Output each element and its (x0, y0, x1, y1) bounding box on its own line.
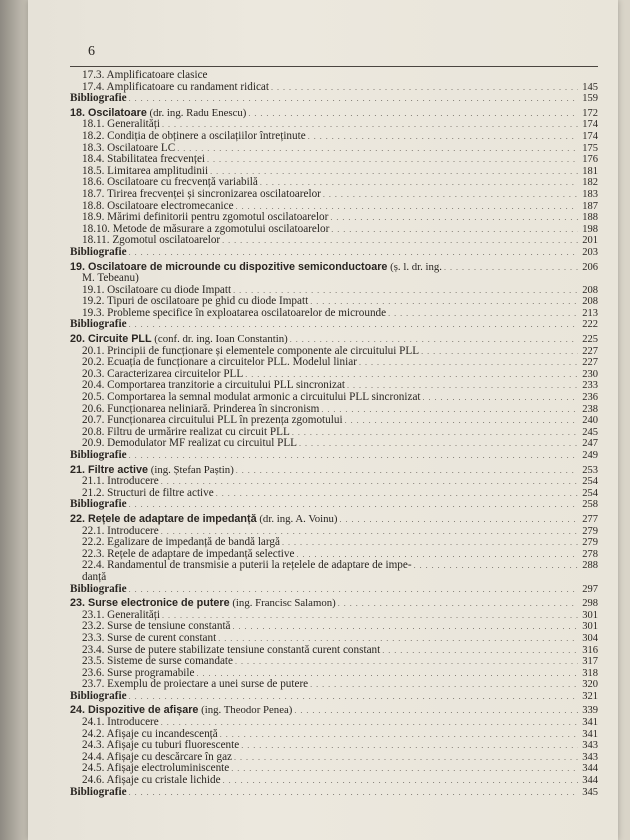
toc-entry-text: 18.7. Tirirea frecvenței și sincronizarea oscilatoarelor (82, 187, 321, 200)
toc-entry-title (82, 427, 290, 438)
toc-page-number: 172 (582, 107, 598, 119)
toc-bibliography-row (70, 450, 598, 462)
toc-entry-text: Bibliografie (70, 318, 127, 331)
toc-page-number: 174 (582, 119, 598, 131)
dot-leader (129, 320, 578, 331)
dot-leader (129, 788, 578, 799)
dot-leader (235, 657, 578, 668)
dot-leader (359, 358, 578, 369)
toc-bibliography-row (70, 787, 598, 799)
toc-entry-text: 20.9. Demodulator MF realizat cu circuitul PLL (82, 437, 297, 450)
toc-entry-title (82, 177, 258, 188)
toc-page-number: 188 (582, 212, 598, 224)
dot-leader (210, 167, 578, 178)
toc-page-number: 278 (582, 548, 598, 560)
toc-entry-text: 18.3. Oscilatoare LC (82, 141, 176, 154)
toc-entry-text: 21.1. Introducere (82, 475, 159, 488)
toc-entry-row (70, 438, 598, 450)
toc-entry-title (70, 465, 234, 476)
toc-page-number: 176 (582, 154, 598, 166)
toc-entry-title (82, 610, 160, 621)
toc-chapter-row (70, 262, 598, 274)
toc-entry-title (82, 189, 321, 200)
dot-leader (330, 213, 578, 224)
toc-entry-title (70, 598, 336, 609)
dot-leader (414, 561, 578, 572)
toc-entry-title (82, 131, 306, 142)
toc-entry-text: 19.1. Oscilatoare cu diode Impatt (82, 283, 232, 296)
toc-entry-text: 22.1. Introducere (82, 524, 159, 537)
toc-page-number: 298 (582, 598, 598, 610)
toc-entry-title (82, 717, 159, 728)
toc-entry-text: 23.5. Sisteme de surse comandate (82, 655, 233, 668)
toc-page-number: 320 (582, 679, 598, 691)
toc-entry-text: 19.3. Probleme specifice în exploatarea oscilatoarelor de microunde (82, 306, 387, 319)
toc-page-number: 254 (582, 487, 598, 499)
dot-leader (340, 515, 578, 526)
toc-page-number: 213 (582, 307, 598, 319)
toc-entry-text: 24.4. Afișaje cu descărcare în gaz (82, 750, 233, 763)
toc-page-number: 233 (582, 380, 598, 392)
table-of-contents (70, 70, 598, 798)
toc-entry-text: 20.5. Comportarea la semnal modulat armonic a circuitului PLL sincronizat (82, 391, 421, 404)
toc-page-number: 318 (582, 667, 598, 679)
toc-entry-title (82, 143, 175, 154)
toc-entry-title (82, 224, 329, 235)
toc-entry-title (82, 369, 243, 380)
toc-entry-text: 20. Circuite PLL (70, 333, 152, 346)
toc-page-number: 203 (582, 246, 598, 258)
toc-entry-title (82, 752, 232, 763)
toc-page-number: 343 (582, 751, 598, 763)
dot-leader (338, 599, 578, 610)
toc-page-number: 201 (582, 235, 598, 247)
toc-entry-author: (ing. Ștefan Paștin) (148, 463, 234, 476)
toc-entry-text: Bibliografie (70, 92, 127, 105)
toc-entry-title (82, 488, 214, 499)
toc-entry-text: 20.6. Funcționarea neliniară. Prinderea în sincronism (82, 402, 320, 415)
toc-entry-title (82, 656, 233, 667)
toc-page-number: 183 (582, 188, 598, 200)
dot-leader (423, 393, 578, 404)
toc-entry-text: 24.1. Introducere (82, 716, 159, 729)
dot-leader (129, 248, 578, 259)
toc-page-number: 236 (582, 392, 598, 404)
toc-entry-title (70, 584, 127, 595)
dot-leader (129, 94, 578, 105)
toc-page-number: 279 (582, 537, 598, 549)
toc-entry-title (70, 499, 127, 510)
toc-entry-title (82, 212, 328, 223)
toc-entry-text: 23.2. Surse de tensiune constantă (82, 620, 231, 633)
toc-entry-title (70, 108, 246, 119)
toc-entry-text: 24.6. Afișaje cu cristale lichide (82, 774, 221, 787)
toc-entry-title (82, 549, 294, 560)
dot-leader (220, 730, 578, 741)
toc-entry-title (82, 729, 218, 740)
toc-entry-text: 20.1. Principii de funcționare și elementele componente ale circuitului PLL (82, 344, 420, 357)
toc-page-number: 301 (582, 609, 598, 621)
toc-entry-title (82, 404, 319, 415)
toc-entry-text: 23. Surse electronice de putere (70, 597, 230, 610)
toc-entry-text: M. Tebeanu) (82, 272, 139, 285)
header-rule (70, 66, 598, 67)
toc-page-number: 206 (582, 261, 598, 273)
toc-page-number: 254 (582, 476, 598, 488)
toc-entry-title (82, 296, 308, 307)
toc-entry-text: 18.6. Oscilatoare cu frecvență variabilă (82, 176, 258, 189)
toc-page-number: 344 (582, 775, 598, 787)
dot-leader (129, 692, 578, 703)
toc-entry-title (82, 201, 234, 212)
toc-page-number: 208 (582, 284, 598, 296)
page-number: 6 (88, 44, 95, 59)
toc-entry-text: 23.7. Exemplu de proiectare a unei surse de putere (82, 678, 309, 691)
toc-bibliography-row (70, 319, 598, 331)
dot-leader (299, 439, 578, 450)
toc-entry-author: (ing. Theodor Penea) (198, 704, 293, 717)
dot-leader (292, 428, 578, 439)
toc-page-number: 344 (582, 763, 598, 775)
toc-entry-text: 21. Filtre active (70, 463, 149, 476)
toc-page-number: 238 (582, 403, 598, 415)
toc-entry-text: 23.4. Surse de putere stabilizate tensiune constantă curent constant (82, 643, 381, 656)
toc-entry-title (82, 679, 308, 690)
dot-leader (129, 451, 578, 462)
toc-entry-author: (ș. l. dr. ing. (387, 260, 443, 273)
toc-entry-title (82, 560, 412, 571)
toc-entry-author: (conf. dr. ing. Ioan Constantin) (151, 333, 288, 346)
dot-leader (331, 225, 578, 236)
toc-page-number: 181 (582, 165, 598, 177)
toc-page-number: 222 (582, 319, 598, 331)
toc-page-number: 249 (582, 450, 598, 461)
toc-entry-text: 22.4. Randamentul de transmisie a puterii la rețelele de adaptare de impe- (82, 559, 412, 572)
toc-page-number: 182 (582, 177, 598, 189)
toc-page-number: 279 (582, 525, 598, 537)
toc-entry-row (70, 775, 598, 787)
dot-leader (236, 466, 578, 477)
toc-entry-row (70, 235, 598, 247)
toc-entry-title (82, 82, 269, 93)
toc-entry-text: 24. Dispozitive de afișare (70, 704, 199, 717)
toc-page-number: 245 (582, 426, 598, 438)
toc-entry-title (70, 262, 442, 273)
toc-entry-title (70, 334, 288, 345)
toc-entry-row (70, 560, 598, 572)
toc-entry-text: 22.3. Rețele de adaptare de impedanță selective (82, 547, 295, 560)
dot-leader (223, 776, 578, 787)
toc-page-number: 288 (582, 560, 598, 572)
dot-leader (421, 347, 578, 358)
toc-entry-text: 18.11. Zgomotul oscilatoarelor (82, 234, 221, 247)
toc-entry-text: 20.2. Ecuația de funcționare a circuitelor PLL. Modelul liniar (82, 356, 357, 369)
dot-leader (231, 764, 578, 775)
dot-leader (282, 538, 578, 549)
dot-leader (129, 500, 578, 511)
toc-entry-text: Bibliografie (70, 498, 127, 511)
toc-entry-title (82, 572, 106, 583)
dot-leader (241, 741, 578, 752)
toc-entry-text: 17.4. Amplificatoare cu randament ridicat (82, 80, 270, 93)
toc-bibliography-row (70, 691, 598, 703)
toc-page-number: 321 (582, 690, 598, 702)
dot-leader (388, 309, 578, 320)
toc-entry-text: 24.3. Afișaje cu tuburi fluorescente (82, 739, 240, 752)
toc-entry-text: 23.3. Surse de curent constant (82, 631, 217, 644)
toc-entry-text: 19. Oscilatoare de microunde cu dispozitive semiconductoare (70, 260, 388, 273)
toc-page-number: 304 (582, 632, 598, 644)
toc-page-number: 145 (582, 81, 598, 93)
toc-entry-title (82, 273, 139, 284)
toc-page-number: 316 (582, 644, 598, 656)
toc-entry-text: 20.7. Funcționarea circuitului PLL în prezența zgomotului (82, 414, 343, 427)
dot-leader (382, 646, 578, 657)
toc-entry-title (82, 763, 229, 774)
toc-entry-text: 18.10. Metode de măsurare a zgomotului oscilatoarelor (82, 222, 330, 235)
toc-entry-title (82, 668, 194, 679)
toc-page-number: 187 (582, 200, 598, 212)
toc-entry-text: 18.4. Stabilitatea frecvenței (82, 153, 206, 166)
toc-entry-text: 22.2. Egalizare de impedanță de bandă largă (82, 536, 280, 549)
toc-page-number: 343 (582, 740, 598, 752)
toc-bibliography-row (70, 247, 598, 259)
dot-leader (233, 622, 578, 633)
toc-page-number: 341 (582, 728, 598, 740)
dot-leader (129, 585, 578, 596)
toc-entry-text: danță (82, 570, 107, 583)
toc-page-number: 159 (582, 93, 598, 105)
toc-entry-text: 20.8. Filtru de urmărire realizat cu circuit PLL (82, 425, 290, 438)
toc-entry-title (82, 633, 216, 644)
toc-entry-author: (dr. ing. A. Voinu) (256, 512, 338, 525)
toc-page-number: 208 (582, 296, 598, 308)
dot-leader (444, 263, 578, 274)
toc-entry-text: 20.3. Caracterizarea circuitelor PLL (82, 367, 244, 380)
toc-page-number: 225 (582, 334, 598, 346)
dot-leader (310, 680, 578, 691)
toc-page-number: 175 (582, 142, 598, 154)
toc-entry-title (82, 476, 159, 487)
toc-entry-title (82, 438, 297, 449)
dot-leader (294, 706, 578, 717)
toc-entry-row (70, 82, 598, 94)
dot-leader (161, 718, 578, 729)
toc-page-number: 230 (582, 368, 598, 380)
toc-entry-title (70, 93, 127, 104)
toc-bibliography-row (70, 499, 598, 511)
toc-entry-text: 18.8. Oscilatoare electromecanice (82, 199, 234, 212)
toc-entry-row (70, 488, 598, 500)
toc-entry-title (82, 740, 239, 751)
toc-entry-title (82, 357, 357, 368)
toc-page-number: 174 (582, 130, 598, 142)
toc-entry-title (82, 621, 231, 632)
toc-entry-title (82, 392, 421, 403)
dot-leader (222, 236, 578, 247)
toc-entry-text: 18.2. Condiția de obținere a oscilațiilor întreținute (82, 129, 306, 142)
toc-entry-text: Bibliografie (70, 785, 127, 798)
toc-entry-title (82, 346, 419, 357)
toc-entry-title (70, 319, 127, 330)
toc-entry-text: 24.5. Afișaje electroluminiscente (82, 762, 230, 775)
dot-leader (271, 83, 578, 94)
dot-leader (207, 155, 578, 166)
toc-entry-text: Bibliografie (70, 689, 127, 702)
toc-page-number: 258 (582, 499, 598, 511)
dot-leader (234, 753, 578, 764)
toc-page-number: 297 (582, 583, 598, 595)
dot-leader (248, 109, 578, 120)
toc-page-number: 198 (582, 223, 598, 235)
toc-entry-text: 17.3. Amplificatoare clasice (82, 69, 208, 81)
toc-entry-text: Bibliografie (70, 582, 127, 595)
toc-entry-author: (dr. ing. Radu Enescu) (146, 106, 247, 119)
toc-entry-text: 18.1. Generalități (82, 118, 160, 131)
toc-entry-text: 22. Rețele de adaptare de impedanță (70, 512, 257, 525)
dot-leader (161, 477, 578, 488)
toc-entry-text: Bibliografie (70, 245, 127, 258)
toc-entry-text: 23.6. Surse programabile (82, 666, 195, 679)
toc-entry-text: 24.2. Afișaje cu incandescență (82, 727, 218, 740)
toc-entry-text: 18. Oscilatoare (70, 106, 147, 119)
toc-page-number: 339 (582, 705, 598, 717)
toc-entry-title (82, 119, 160, 130)
toc-page-number: 240 (582, 415, 598, 427)
toc-entry-title (70, 247, 127, 258)
dot-leader (345, 416, 578, 427)
toc-entry-text: 18.5. Limitarea amplitudinii (82, 164, 209, 177)
toc-entry-row (70, 308, 598, 320)
book-spine-shadow (0, 0, 28, 840)
toc-page-number: 301 (582, 621, 598, 633)
toc-entry-title (82, 380, 345, 391)
toc-entry-title (82, 285, 231, 296)
toc-entry-title (82, 154, 205, 165)
toc-entry-text: 19.2. Tipuri de oscilatoare pe ghid cu diode Impatt (82, 295, 309, 308)
toc-entry-title (82, 166, 208, 177)
toc-entry-row (70, 572, 598, 584)
dot-leader (216, 489, 578, 500)
dot-leader (323, 190, 578, 201)
toc-entry-title (70, 450, 127, 461)
toc-page-number: 247 (582, 438, 598, 450)
toc-entry-text: Bibliografie (70, 449, 127, 461)
toc-page-number: 227 (582, 357, 598, 369)
toc-entry-title (70, 705, 292, 716)
toc-page-number: 277 (582, 513, 598, 525)
toc-entry-title (70, 691, 127, 702)
toc-entry-text: 18.9. Mărimi definitorii pentru zgomotul oscilatoarelor (82, 211, 329, 224)
toc-entry-author: (ing. Francisc Salamon) (229, 597, 336, 610)
toc-entry-title (82, 645, 380, 656)
dot-leader (177, 144, 578, 155)
toc-entry-title (82, 775, 221, 786)
toc-entry-text: 20.4. Comportarea tranzitorie a circuitului PLL sincronizat (82, 379, 346, 392)
toc-entry-title (82, 526, 159, 537)
toc-page-number: 253 (582, 464, 598, 476)
toc-entry-title (70, 514, 338, 525)
toc-entry-title (82, 70, 208, 81)
toc-entry-text: 23.1. Generalități (82, 608, 160, 621)
toc-entry-title (82, 308, 386, 319)
toc-entry-title (82, 415, 343, 426)
toc-entry-title (82, 537, 280, 548)
toc-page-number: 345 (582, 786, 598, 798)
toc-entry-title (82, 235, 220, 246)
toc-page-number: 341 (582, 717, 598, 729)
toc-entry-title (70, 787, 127, 798)
toc-bibliography-row (70, 93, 598, 105)
dot-leader (321, 405, 578, 416)
toc-page-number: 317 (582, 656, 598, 668)
toc-bibliography-row (70, 584, 598, 596)
dot-leader (308, 132, 578, 143)
toc-entry-row (70, 679, 598, 691)
toc-page-number: 227 (582, 345, 598, 357)
toc-entry-text: 21.2. Structuri de filtre active (82, 486, 214, 499)
